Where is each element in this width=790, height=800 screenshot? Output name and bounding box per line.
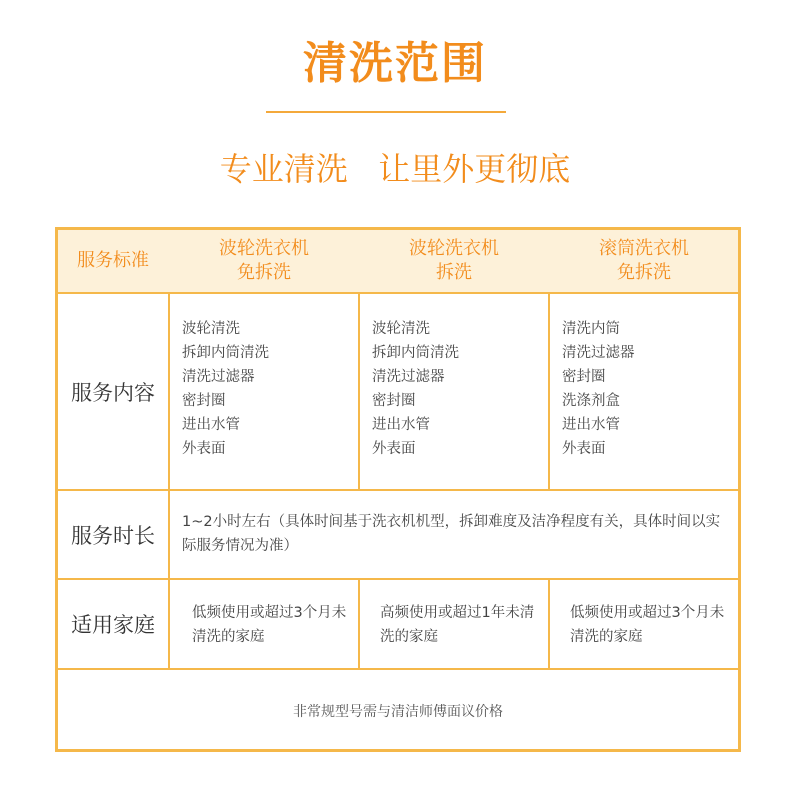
content-list-col-3 bbox=[562, 317, 635, 461]
list-item: 外表面 bbox=[372, 441, 416, 457]
row-label-duration: 服务时长 bbox=[71, 523, 155, 548]
row-label-household: 适用家庭 bbox=[71, 613, 155, 637]
table-header bbox=[58, 230, 738, 292]
price-note: 非常规型号需与清洁师傅面议价格 bbox=[293, 703, 503, 720]
header-col-2 bbox=[360, 230, 548, 292]
header-col-2-line2: 拆洗 bbox=[436, 262, 472, 283]
page-title: 清洗范围 bbox=[303, 38, 487, 89]
list-item: 清洗过滤器 bbox=[182, 369, 255, 385]
header-col-2-line1: 波轮洗衣机 bbox=[409, 238, 499, 259]
household-col-2: 高频使用或超过1年未清洗的家庭 bbox=[380, 605, 535, 645]
column-divider bbox=[168, 292, 170, 668]
header-col-3-line2: 免拆洗 bbox=[617, 262, 671, 283]
header-label bbox=[58, 230, 168, 292]
list-item: 清洗过滤器 bbox=[562, 345, 635, 361]
header-label-text: 服务标准 bbox=[77, 250, 149, 271]
list-item: 外表面 bbox=[562, 441, 606, 457]
header-col-3 bbox=[550, 230, 738, 292]
duration-text: 1~2小时左右（具体时间基于洗衣机机型，拆卸难度及洁净程度有关，具体时间以实际服务情况为准） bbox=[182, 514, 721, 554]
list-item: 清洗过滤器 bbox=[372, 369, 445, 385]
content-list-col-2 bbox=[372, 317, 459, 461]
header-col-3-line1: 滚筒洗衣机 bbox=[599, 238, 689, 259]
column-divider bbox=[358, 578, 360, 668]
list-item: 密封圈 bbox=[182, 393, 226, 409]
list-item: 密封圈 bbox=[372, 393, 416, 409]
row-label-content: 服务内容 bbox=[71, 380, 155, 405]
list-item: 清洗内筒 bbox=[562, 321, 620, 337]
list-item: 进出水管 bbox=[372, 417, 430, 433]
household-col-3: 低频使用或超过3个月未清洗的家庭 bbox=[570, 605, 725, 645]
list-item: 密封圈 bbox=[562, 369, 606, 385]
column-divider bbox=[358, 292, 360, 491]
list-item: 进出水管 bbox=[182, 417, 240, 433]
list-item: 进出水管 bbox=[562, 417, 620, 433]
column-divider bbox=[548, 292, 550, 491]
list-item: 波轮清洗 bbox=[182, 321, 240, 337]
content-list-col-1 bbox=[182, 317, 269, 461]
row-divider bbox=[58, 668, 738, 670]
list-item: 洗涤剂盒 bbox=[562, 393, 620, 409]
header-col-1-line1: 波轮洗衣机 bbox=[219, 238, 309, 259]
title-divider bbox=[266, 111, 506, 113]
list-item: 拆卸内筒清洗 bbox=[372, 345, 459, 361]
list-item: 外表面 bbox=[182, 441, 226, 457]
list-item: 拆卸内筒清洗 bbox=[182, 345, 269, 361]
page-subtitle: 专业清洗 让里外更彻底 bbox=[219, 150, 571, 188]
list-item: 波轮清洗 bbox=[372, 321, 430, 337]
header-col-1-line2: 免拆洗 bbox=[237, 262, 291, 283]
household-col-1: 低频使用或超过3个月未清洗的家庭 bbox=[192, 605, 347, 645]
column-divider bbox=[548, 578, 550, 668]
header-col-1 bbox=[170, 230, 358, 292]
service-table bbox=[55, 227, 741, 752]
